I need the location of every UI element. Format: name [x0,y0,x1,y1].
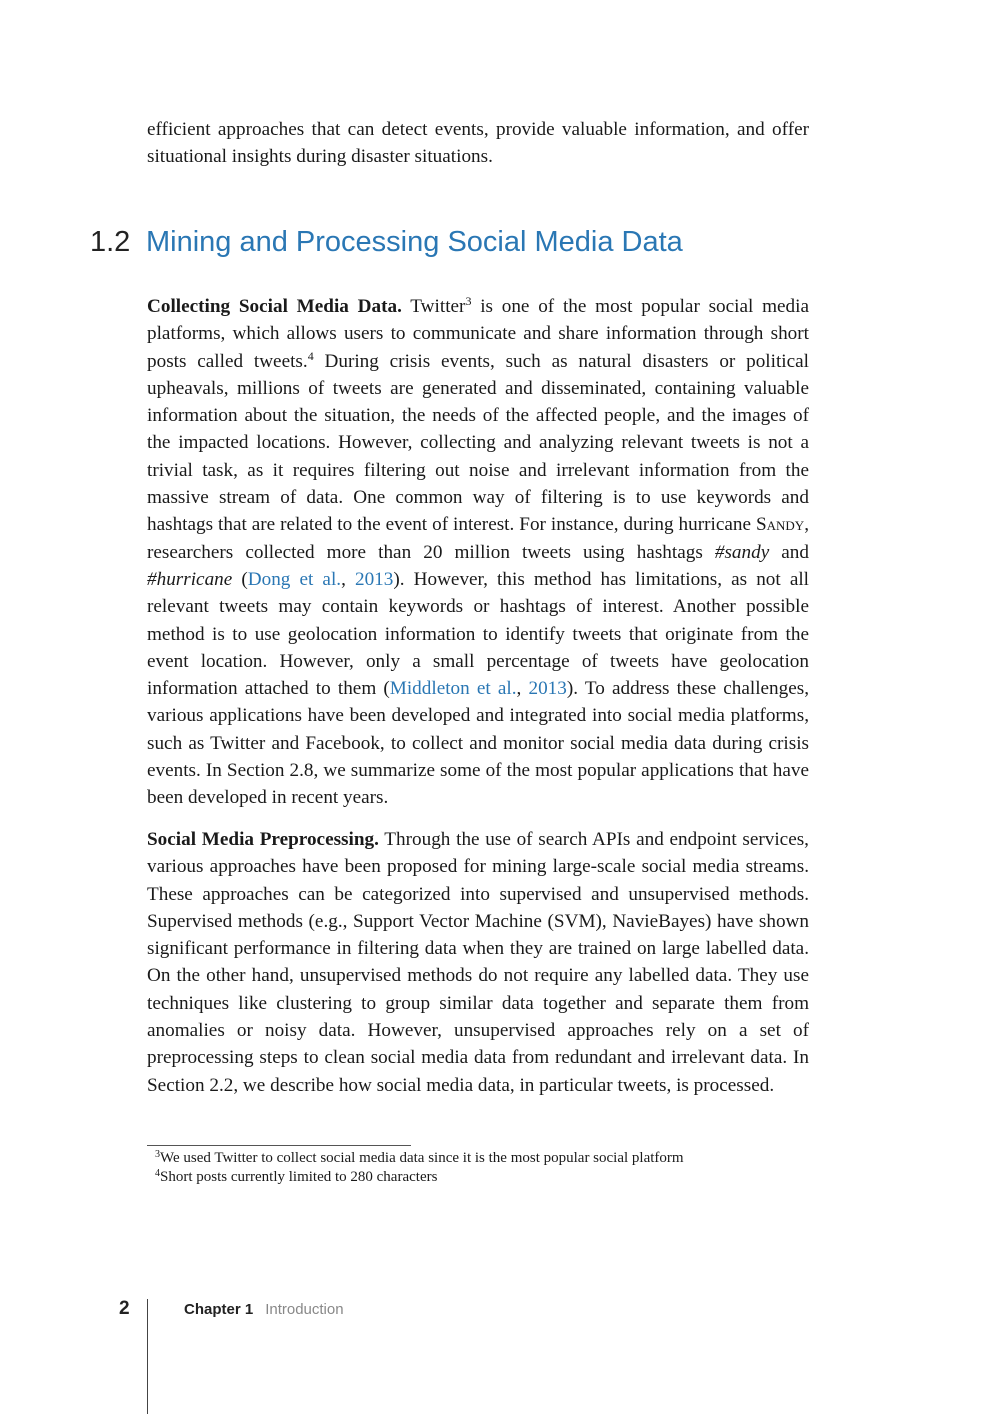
paragraph-text: ). To address these challenges, various applications have been developed and integrated into social media platforms, such as Twitter and Facebook, to collect and monitor social media data during crisis events. In Section 2.8, we summarize some of the most popular applications that have been developed in recent years. [147,678,810,809]
paragraph-text: is one of the most popular social media platforms, which allows users to communicate and share information through short posts called tweets. [147,296,809,372]
footnote-mark[interactable]: 4 [307,348,314,363]
section-heading [90,222,683,262]
paragraph-lead: Collecting Social Media Data. [147,296,402,317]
paragraph-text: , researchers collected more than 20 million tweets using hashtags [147,514,809,563]
paragraph-text: and [769,541,809,563]
footnote-divider [147,1145,411,1146]
paragraph-lead: Social Media Preprocessing. [147,829,379,850]
paragraph-collecting-data [147,293,809,812]
paragraph-preprocessing [147,826,809,1099]
citation-year-link[interactable]: 2013 [528,678,567,700]
chapter-label: Chapter 1 [184,1301,254,1318]
running-footer [184,1301,344,1318]
intro-text: efficient approaches that can detect events, provide valuable information, and offer situational insights during disaster situations. [147,119,809,168]
footnote-text: Short posts currently limited to 280 characters [160,1169,438,1185]
intro-paragraph [147,116,809,171]
hashtag: #hurricane [147,568,233,590]
citation-link[interactable]: Dong et al. [247,568,342,590]
hashtag: #sandy [714,541,770,563]
paragraph-text: ). However, this method has limitations, as not all relevant tweets may contain keywords or hashtags of interest. Another possible method is to use geolocation information to identify tweets that originate from the event location. However, only a small percentage of tweets have geolocation information attached to them ( [147,568,810,700]
paragraph-text: Through the use of search APIs and endpoint services, various approaches have been proposed for mining large-scale social media streams. These approaches can be categorized into supervised and unsupervised methods. Supervised methods (e.g., Support Vector Machine (SVM), NavieBayes) have shown significant performance in filtering data when they are trained on large labelled data. On the other hand, unsupervised methods do not require any labelled data. They use techniques like clustering to group similar data together and separate them from anomalies or noisy data. However, unsupervised approaches rely on a set of preprocessing steps to clean social media data from redundant and irrelevant data. In Section 2.2, we describe how social media data, in particular tweets, is processed. [147,829,809,1096]
footnote [155,1168,855,1187]
citation-separator: , [516,678,529,700]
paragraph-text: During crisis events, such as natural disasters or political upheavals, millions of tweets are generated and disseminated, containing valuable information about the situation, the needs of the affected people, and the images of the impacted locations. However, collecting and analyzing relevant tweets is not a trivial task, as it requires filtering out noise and irrelevant information from the massive stream of data. One common way of filtering is to use keywords and hashtags that are related to the event of interest. For instance, during hurricane [147,350,809,536]
footnote-mark[interactable]: 3 [465,294,472,308]
footnote-number: 4 [155,1168,160,1179]
footnote-text: We used Twitter to collect social media data since it is the most popular social platform [160,1150,684,1166]
paragraph-text: ( [232,568,248,590]
small-caps-term: Sandy [755,514,805,536]
citation-separator: , [341,568,355,590]
section-number: 1.2 [90,226,131,258]
footnote [155,1149,855,1168]
citation-link[interactable]: Middleton et al. [389,678,517,700]
citation-year-link[interactable]: 2013 [354,568,394,590]
footnotes [155,1149,855,1187]
footnote-number: 3 [155,1149,160,1160]
paragraph-text: Twitter [401,296,466,317]
footer-divider [147,1299,148,1414]
page-number: 2 [119,1298,130,1319]
section-title: Mining and Processing Social Media Data [146,226,683,258]
chapter-name: Introduction [265,1301,344,1318]
